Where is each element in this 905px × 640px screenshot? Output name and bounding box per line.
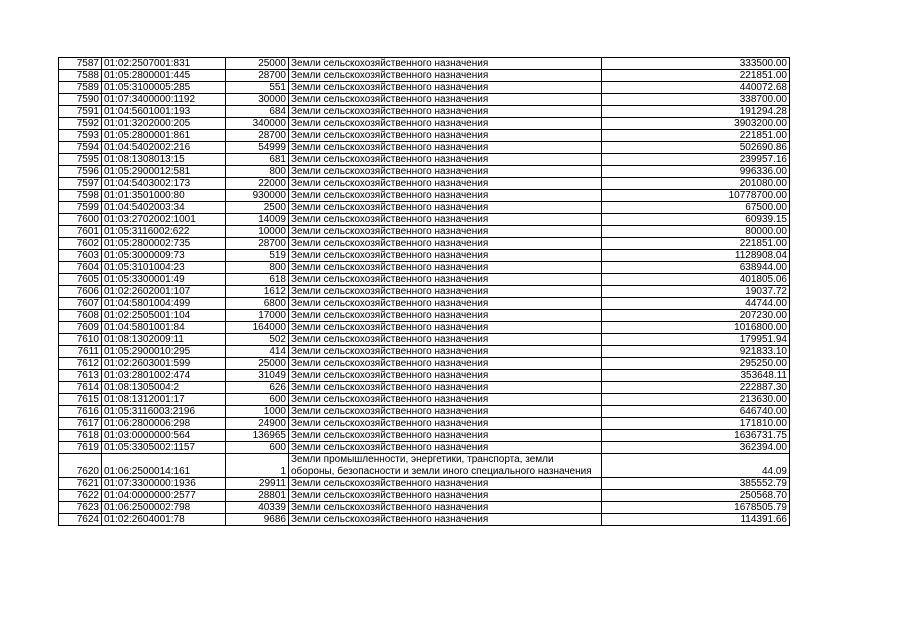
land-category-cell: Земли сельскохозяйственного назначения (289, 154, 602, 166)
value-cell: 221851.00 (602, 130, 790, 142)
row-number-cell: 7609 (59, 322, 102, 334)
table-row (59, 502, 790, 514)
table-row (59, 238, 790, 250)
value-cell: 207230.00 (602, 310, 790, 322)
table-row (59, 106, 790, 118)
table-row (59, 130, 790, 142)
area-cell: 22000 (226, 178, 289, 190)
value-cell: 1128908.04 (602, 250, 790, 262)
row-number-cell: 7623 (59, 502, 102, 514)
row-number-cell: 7624 (59, 514, 102, 526)
value-cell: 201080.00 (602, 178, 790, 190)
cadastral-number-cell: 01:06:2500014:161 (102, 454, 226, 478)
land-category-cell: Земли сельскохозяйственного назначения (289, 58, 602, 70)
table-row (59, 406, 790, 418)
value-cell: 401805.06 (602, 274, 790, 286)
value-cell: 638944.00 (602, 262, 790, 274)
row-number-cell: 7598 (59, 190, 102, 202)
area-cell: 14009 (226, 214, 289, 226)
cadastral-number-cell: 01:02:2505001:104 (102, 310, 226, 322)
land-category-cell: Земли сельскохозяйственного назначения (289, 358, 602, 370)
value-cell: 1636731.75 (602, 430, 790, 442)
area-cell: 54999 (226, 142, 289, 154)
cadastral-number-cell: 01:05:3116002:622 (102, 226, 226, 238)
area-cell: 502 (226, 334, 289, 346)
row-number-cell: 7599 (59, 202, 102, 214)
value-cell: 996336.00 (602, 166, 790, 178)
land-category-cell: Земли сельскохозяйственного назначения (289, 142, 602, 154)
row-number-cell: 7602 (59, 238, 102, 250)
value-cell: 921833.10 (602, 346, 790, 358)
value-cell: 333500.00 (602, 58, 790, 70)
land-category-cell: Земли сельскохозяйственного назначения (289, 394, 602, 406)
land-category-cell: Земли сельскохозяйственного назначения (289, 346, 602, 358)
row-number-cell: 7589 (59, 82, 102, 94)
cadastral-number-cell: 01:05:3116003:2196 (102, 406, 226, 418)
row-number-cell: 7594 (59, 142, 102, 154)
area-cell: 31049 (226, 370, 289, 382)
area-cell: 2500 (226, 202, 289, 214)
row-number-cell: 7608 (59, 310, 102, 322)
land-category-cell: Земли сельскохозяйственного назначения (289, 190, 602, 202)
table-row (59, 310, 790, 322)
cadastral-number-cell: 01:07:3300000:1936 (102, 478, 226, 490)
value-cell: 646740.00 (602, 406, 790, 418)
table-row (59, 394, 790, 406)
cadastral-number-cell: 01:03:2702002:1001 (102, 214, 226, 226)
cadastral-number-cell: 01:05:2900012:581 (102, 166, 226, 178)
cadastral-number-cell: 01:02:2602001:107 (102, 286, 226, 298)
area-cell: 600 (226, 442, 289, 454)
table-row (59, 178, 790, 190)
land-category-cell: Земли сельскохозяйственного назначения (289, 166, 602, 178)
table-row (59, 382, 790, 394)
table-row (59, 358, 790, 370)
value-cell: 1678505.79 (602, 502, 790, 514)
value-cell: 362394.00 (602, 442, 790, 454)
table-row (59, 142, 790, 154)
land-category-cell: Земли сельскохозяйственного назначения (289, 310, 602, 322)
table-row (59, 166, 790, 178)
table-row (59, 478, 790, 490)
cadastral-number-cell: 01:04:5403002:173 (102, 178, 226, 190)
table-row (59, 274, 790, 286)
area-cell: 28700 (226, 130, 289, 142)
row-number-cell: 7610 (59, 334, 102, 346)
row-number-cell: 7600 (59, 214, 102, 226)
cadastral-number-cell: 01:05:3305002:1157 (102, 442, 226, 454)
land-category-cell: Земли сельскохозяйственного назначения (289, 322, 602, 334)
cadastral-number-cell: 01:05:3100005:285 (102, 82, 226, 94)
row-number-cell: 7590 (59, 94, 102, 106)
value-cell: 221851.00 (602, 70, 790, 82)
value-cell: 353648.11 (602, 370, 790, 382)
cadastral-number-cell: 01:04:5801001:84 (102, 322, 226, 334)
row-number-cell: 7613 (59, 370, 102, 382)
land-category-cell: Земли сельскохозяйственного назначения (289, 382, 602, 394)
cadastral-number-cell: 01:05:2800001:445 (102, 70, 226, 82)
row-number-cell: 7604 (59, 262, 102, 274)
table-row (59, 250, 790, 262)
value-cell: 80000.00 (602, 226, 790, 238)
value-cell: 44.09 (602, 454, 790, 478)
area-cell: 684 (226, 106, 289, 118)
area-cell: 1 (226, 454, 289, 478)
row-number-cell: 7596 (59, 166, 102, 178)
land-category-cell: Земли сельскохозяйственного назначения (289, 226, 602, 238)
land-category-cell: Земли сельскохозяйственного назначения (289, 106, 602, 118)
cadastral-number-cell: 01:04:5402003:34 (102, 202, 226, 214)
table-row (59, 118, 790, 130)
cadastral-number-cell: 01:04:0000000:2577 (102, 490, 226, 502)
cadastral-number-cell: 01:05:3000009:73 (102, 250, 226, 262)
land-category-cell: Земли сельскохозяйственного назначения (289, 286, 602, 298)
land-category-cell: Земли сельскохозяйственного назначения (289, 118, 602, 130)
row-number-cell: 7622 (59, 490, 102, 502)
cadastral-number-cell: 01:02:2507001:831 (102, 58, 226, 70)
area-cell: 340000 (226, 118, 289, 130)
table-row (59, 430, 790, 442)
area-cell: 10000 (226, 226, 289, 238)
cadastral-number-cell: 01:01:3501000:80 (102, 190, 226, 202)
table-row (59, 214, 790, 226)
land-category-cell: Земли сельскохозяйственного назначения (289, 130, 602, 142)
table-row (59, 454, 790, 478)
cadastral-number-cell: 01:02:2604001:78 (102, 514, 226, 526)
table-row (59, 286, 790, 298)
cadastral-number-cell: 01:04:5601001:193 (102, 106, 226, 118)
row-number-cell: 7620 (59, 454, 102, 478)
row-number-cell: 7615 (59, 394, 102, 406)
cadastral-number-cell: 01:05:2900010:295 (102, 346, 226, 358)
land-category-cell: Земли сельскохозяйственного назначения (289, 406, 602, 418)
row-number-cell: 7595 (59, 154, 102, 166)
land-category-cell: Земли сельскохозяйственного назначения (289, 442, 602, 454)
row-number-cell: 7606 (59, 286, 102, 298)
area-cell: 800 (226, 166, 289, 178)
row-number-cell: 7621 (59, 478, 102, 490)
cadastral-number-cell: 01:02:2603001:599 (102, 358, 226, 370)
area-cell: 30000 (226, 94, 289, 106)
land-category-cell: Земли сельскохозяйственного назначения (289, 202, 602, 214)
table-row (59, 514, 790, 526)
table-row (59, 490, 790, 502)
table-row (59, 58, 790, 70)
table-body (59, 58, 790, 526)
row-number-cell: 7592 (59, 118, 102, 130)
land-category-cell: Земли сельскохозяйственного назначения (289, 238, 602, 250)
area-cell: 25000 (226, 358, 289, 370)
row-number-cell: 7617 (59, 418, 102, 430)
land-category-cell: Земли промышленности, энергетики, транспорта, земли обороны, безопасности и земли иного специального назначения (289, 454, 602, 478)
value-cell: 295250.00 (602, 358, 790, 370)
cadastral-number-cell: 01:06:2500002:798 (102, 502, 226, 514)
cadastral-number-cell: 01:05:3101004:23 (102, 262, 226, 274)
value-cell: 222887.30 (602, 382, 790, 394)
area-cell: 136965 (226, 430, 289, 442)
value-cell: 250568.70 (602, 490, 790, 502)
value-cell: 385552.79 (602, 478, 790, 490)
table-row (59, 334, 790, 346)
row-number-cell: 7618 (59, 430, 102, 442)
row-number-cell: 7614 (59, 382, 102, 394)
land-category-cell: Земли сельскохозяйственного назначения (289, 334, 602, 346)
table-row (59, 370, 790, 382)
value-cell: 502690.86 (602, 142, 790, 154)
area-cell: 28700 (226, 70, 289, 82)
value-cell: 239957.16 (602, 154, 790, 166)
table-row (59, 82, 790, 94)
land-category-cell: Земли сельскохозяйственного назначения (289, 82, 602, 94)
cadastral-number-cell: 01:05:2800002:735 (102, 238, 226, 250)
cadastral-number-cell: 01:05:3300001:49 (102, 274, 226, 286)
table-row (59, 94, 790, 106)
land-category-cell: Земли сельскохозяйственного назначения (289, 430, 602, 442)
table-row (59, 202, 790, 214)
area-cell: 618 (226, 274, 289, 286)
value-cell: 179951.94 (602, 334, 790, 346)
area-cell: 28801 (226, 490, 289, 502)
area-cell: 1000 (226, 406, 289, 418)
land-category-cell: Земли сельскохозяйственного назначения (289, 262, 602, 274)
row-number-cell: 7603 (59, 250, 102, 262)
cadastral-number-cell: 01:08:1302009:11 (102, 334, 226, 346)
value-cell: 191294.28 (602, 106, 790, 118)
cadastral-number-cell: 01:08:1312001:17 (102, 394, 226, 406)
area-cell: 164000 (226, 322, 289, 334)
row-number-cell: 7616 (59, 406, 102, 418)
area-cell: 29911 (226, 478, 289, 490)
cadastral-number-cell: 01:07:3400000:1192 (102, 94, 226, 106)
land-category-cell: Земли сельскохозяйственного назначения (289, 418, 602, 430)
cadastral-number-cell: 01:04:5402002:216 (102, 142, 226, 154)
area-cell: 519 (226, 250, 289, 262)
area-cell: 414 (226, 346, 289, 358)
area-cell: 6800 (226, 298, 289, 310)
area-cell: 25000 (226, 58, 289, 70)
land-category-cell: Земли сельскохозяйственного назначения (289, 370, 602, 382)
table-row (59, 190, 790, 202)
cadastral-number-cell: 01:04:5801004:499 (102, 298, 226, 310)
land-category-cell: Земли сельскохозяйственного назначения (289, 178, 602, 190)
value-cell: 10778700.00 (602, 190, 790, 202)
cadastral-number-cell: 01:03:0000000:564 (102, 430, 226, 442)
area-cell: 626 (226, 382, 289, 394)
row-number-cell: 7612 (59, 358, 102, 370)
row-number-cell: 7597 (59, 178, 102, 190)
table-row (59, 322, 790, 334)
cadastral-number-cell: 01:08:1305004:2 (102, 382, 226, 394)
value-cell: 44744.00 (602, 298, 790, 310)
value-cell: 171810.00 (602, 418, 790, 430)
row-number-cell: 7593 (59, 130, 102, 142)
area-cell: 600 (226, 394, 289, 406)
value-cell: 440072.68 (602, 82, 790, 94)
area-cell: 681 (226, 154, 289, 166)
table-row (59, 262, 790, 274)
row-number-cell: 7619 (59, 442, 102, 454)
area-cell: 17000 (226, 310, 289, 322)
row-number-cell: 7601 (59, 226, 102, 238)
area-cell: 28700 (226, 238, 289, 250)
row-number-cell: 7591 (59, 106, 102, 118)
area-cell: 24900 (226, 418, 289, 430)
table-row (59, 70, 790, 82)
land-category-cell: Земли сельскохозяйственного назначения (289, 70, 602, 82)
land-category-cell: Земли сельскохозяйственного назначения (289, 298, 602, 310)
table-row (59, 226, 790, 238)
table-row (59, 442, 790, 454)
land-category-cell: Земли сельскохозяйственного назначения (289, 478, 602, 490)
area-cell: 930000 (226, 190, 289, 202)
table-row (59, 418, 790, 430)
value-cell: 3903200.00 (602, 118, 790, 130)
row-number-cell: 7605 (59, 274, 102, 286)
area-cell: 551 (226, 82, 289, 94)
area-cell: 9686 (226, 514, 289, 526)
cadastral-number-cell: 01:08:1308013:15 (102, 154, 226, 166)
row-number-cell: 7588 (59, 70, 102, 82)
row-number-cell: 7607 (59, 298, 102, 310)
row-number-cell: 7611 (59, 346, 102, 358)
cadastral-number-cell: 01:05:2800001:861 (102, 130, 226, 142)
land-plots-table (58, 57, 790, 526)
land-category-cell: Земли сельскохозяйственного назначения (289, 490, 602, 502)
land-category-cell: Земли сельскохозяйственного назначения (289, 514, 602, 526)
area-cell: 40339 (226, 502, 289, 514)
land-category-cell: Земли сельскохозяйственного назначения (289, 250, 602, 262)
land-category-cell: Земли сельскохозяйственного назначения (289, 274, 602, 286)
table-row (59, 298, 790, 310)
value-cell: 1016800.00 (602, 322, 790, 334)
value-cell: 19037.72 (602, 286, 790, 298)
value-cell: 221851.00 (602, 238, 790, 250)
cadastral-number-cell: 01:06:2800006:298 (102, 418, 226, 430)
cadastral-number-cell: 01:01:3202000:205 (102, 118, 226, 130)
cadastral-number-cell: 01:03:2801002:474 (102, 370, 226, 382)
area-cell: 800 (226, 262, 289, 274)
value-cell: 338700.00 (602, 94, 790, 106)
row-number-cell: 7587 (59, 58, 102, 70)
land-category-cell: Земли сельскохозяйственного назначения (289, 214, 602, 226)
value-cell: 114391.66 (602, 514, 790, 526)
value-cell: 213630.00 (602, 394, 790, 406)
land-category-cell: Земли сельскохозяйственного назначения (289, 94, 602, 106)
value-cell: 67500.00 (602, 202, 790, 214)
land-category-cell: Земли сельскохозяйственного назначения (289, 502, 602, 514)
value-cell: 60939.15 (602, 214, 790, 226)
area-cell: 1612 (226, 286, 289, 298)
table-row (59, 346, 790, 358)
table-row (59, 154, 790, 166)
